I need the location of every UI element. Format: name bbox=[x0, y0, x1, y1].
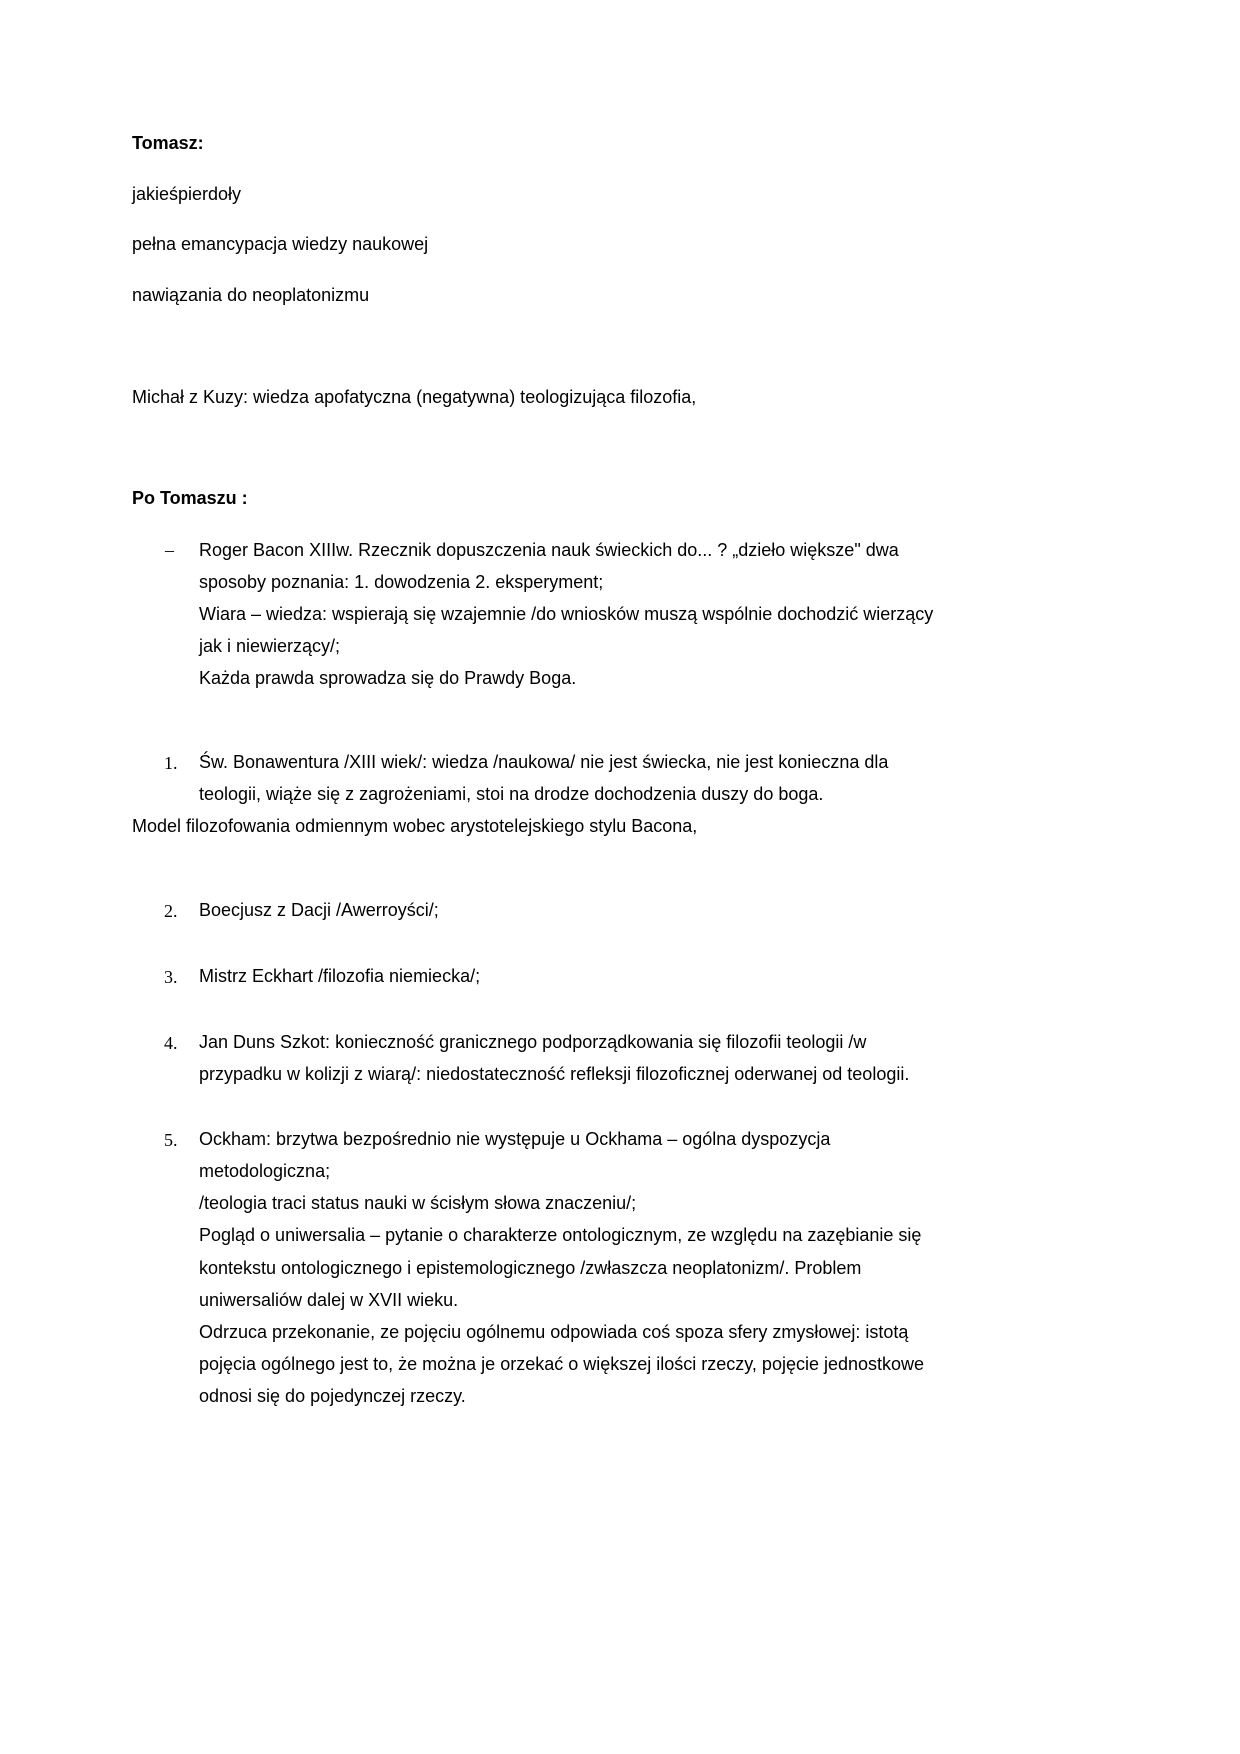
item-line: przypadku w kolizji z wiarą/: niedostateczność refleksji filozoficznej oderwanej od teologii. bbox=[199, 1064, 910, 1084]
item-number: 2. bbox=[164, 901, 178, 921]
line: nawiązania do neoplatonizmu bbox=[132, 285, 370, 305]
item-number: 4. bbox=[164, 1033, 178, 1053]
bacon-line: Każda prawda sprowadza się do Prawdy Boga. bbox=[199, 668, 577, 688]
line: jakieśpierdoły bbox=[132, 184, 242, 204]
bacon-line: Roger Bacon XIIIw. Rzecznik dopuszczenia nauk świeckich do... ? „dzieło większe" dwa bbox=[199, 540, 899, 560]
item-line: teologii, wiąże się z zagrożeniami, stoi na drodze dochodzenia duszy do boga. bbox=[199, 784, 824, 804]
item-line: /teologia traci status nauki w ścisłym słowa znaczeniu/; bbox=[199, 1193, 637, 1213]
item-line: uniwersaliów dalej w XVII wieku. bbox=[199, 1290, 459, 1310]
dash-marker: – bbox=[165, 540, 174, 560]
item-number: 5. bbox=[164, 1130, 178, 1150]
item-line: Boecjusz z Dacji /Awerroyści/; bbox=[199, 900, 439, 920]
item-line: Jan Duns Szkot: konieczność granicznego podporządkowania się filozofii teologii /w bbox=[199, 1032, 867, 1052]
michal-line: Michał z Kuzy: wiedza apofatyczna (negatywna) teologizująca filozofia, bbox=[132, 387, 697, 407]
bacon-line: sposoby poznania: 1. dowodzenia 2. eksperyment; bbox=[199, 572, 604, 592]
item-line: odnosi się do pojedynczej rzeczy. bbox=[199, 1386, 466, 1406]
item-line: Mistrz Eckhart /filozofia niemiecka/; bbox=[199, 966, 481, 986]
bacon-line: jak i niewierzący/; bbox=[199, 636, 341, 656]
item-line: pojęcia ogólnego jest to, że można je orzekać o większej ilości rzeczy, pojęcie jednostkowe bbox=[199, 1354, 925, 1374]
item-line: Odrzuca przekonanie, ze pojęciu ogólnemu odpowiada coś spoza sfery zmysłowej: istotą bbox=[199, 1322, 909, 1342]
item-line: Św. Bonawentura /XIII wiek/: wiedza /naukowa/ nie jest świecka, nie jest konieczna dla bbox=[199, 752, 889, 772]
bacon-line: Wiara – wiedza: wspierają się wzajemnie /do wniosków muszą wspólnie dochodzić wierzący bbox=[199, 604, 934, 624]
line: pełna emancypacja wiedzy naukowej bbox=[132, 234, 429, 254]
heading-tomasz: Tomasz: bbox=[132, 133, 204, 153]
heading-po-tomaszu: Po Tomaszu : bbox=[132, 488, 248, 508]
item-number: 1. bbox=[164, 753, 178, 773]
item-line: metodologiczna; bbox=[199, 1161, 331, 1181]
item-number: 3. bbox=[164, 967, 178, 987]
item-line: kontekstu ontologicznego i epistemologicznego /zwłaszcza neoplatonizm/. Problem bbox=[199, 1258, 862, 1278]
item-line: Pogląd o uniwersalia – pytanie o charakterze ontologicznym, ze względu na zazębianie się bbox=[199, 1225, 922, 1245]
item-line: Ockham: brzytwa bezpośrednio nie występuje u Ockhama – ogólna dyspozycja bbox=[199, 1129, 831, 1149]
model-line: Model filozofowania odmiennym wobec arystotelejskiego stylu Bacona, bbox=[132, 816, 698, 836]
